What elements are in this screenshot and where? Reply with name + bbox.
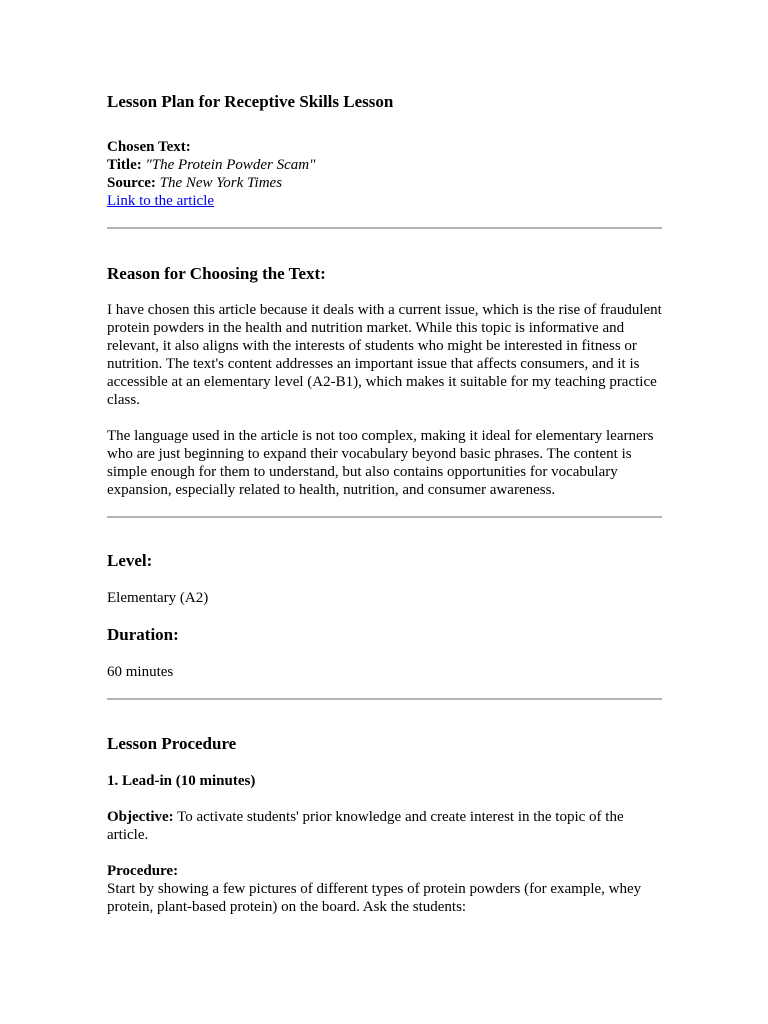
duration-value: 60 minutes (107, 664, 174, 680)
chosen-text-block (107, 138, 662, 210)
reason-paragraph-2: The language used in the article is not too complex, making it ideal for elementary learners who are just beginning to expand their vocabulary beyond basic phrases. The content is simple enough for them to understand, but also contains opportunities for vocabulary expansion, especially related to health, nutrition, and consumer awareness. (107, 428, 654, 498)
title-label: Title: (107, 157, 142, 173)
reason-heading: Reason for Choosing the Text: (107, 264, 326, 283)
objective-label: Objective: (107, 809, 174, 825)
article-source: The New York Times (159, 175, 283, 191)
chosen-text-heading: Chosen Text: (107, 139, 191, 155)
article-link[interactable]: Link to the article (107, 193, 215, 209)
level-value: Elementary (A2) (107, 590, 209, 606)
level-heading: Level: (107, 551, 153, 570)
procedure-text: Start by showing a few pictures of different types of protein powders (for example, whey protein, plant-based protein) on the board. Ask the students: (107, 881, 642, 915)
document-body (107, 92, 662, 916)
objective-paragraph (107, 808, 662, 844)
step-1-heading: 1. Lead-in (10 minutes) (107, 773, 256, 789)
objective-text: To activate students' prior knowledge and create interest in the topic of the article. (107, 809, 624, 843)
duration-heading: Duration: (107, 625, 179, 644)
document-title: Lesson Plan for Receptive Skills Lesson (107, 92, 394, 111)
reason-paragraph-1: I have chosen this article because it deals with a current issue, which is the rise of fraudulent protein powders in the health and nutrition market. While this topic is informative and relevant, it also aligns with the interests of students who might be interested in fitness or nutrition. The text's content addresses an important issue that affects consumers, and it is accessible at an elementary level (A2-B1), which makes it suitable for my teaching practice class. (107, 302, 662, 408)
source-label: Source: (107, 175, 156, 191)
procedure-label: Procedure: (107, 863, 179, 879)
article-title: "The Protein Powder Scam" (145, 157, 316, 173)
procedure-heading: Lesson Procedure (107, 734, 237, 753)
